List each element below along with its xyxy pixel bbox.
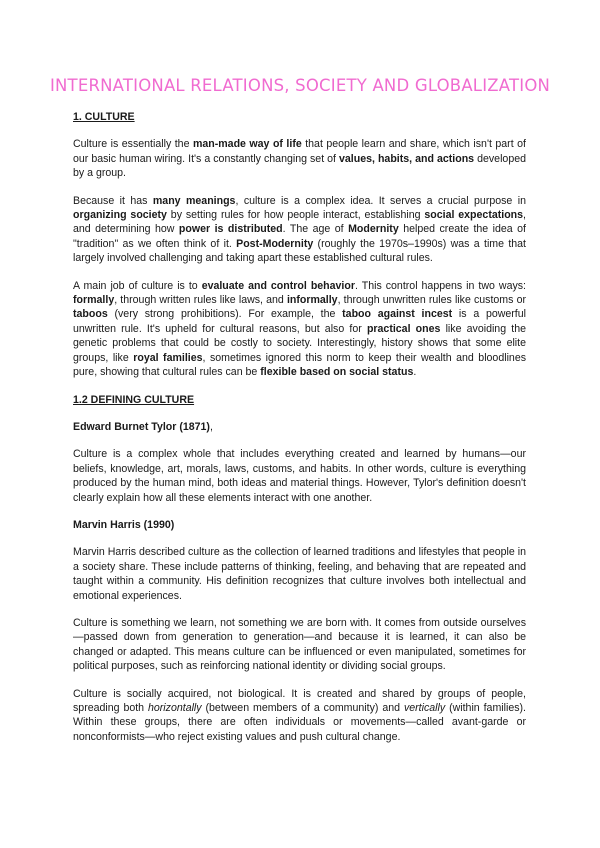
text-run: Marvin Harris described culture as the collection of learned traditions and lifestyles that people in a society share. These include patterns of thinking, feeling, and behaving that are repeated and taught within a community. His definition recognizes that culture involves both intellectual and emotional experiences.: [73, 546, 526, 602]
author-suffix: ,: [209, 420, 213, 433]
paragraph: [73, 687, 526, 745]
text-run: , culture is a complex idea. It serves a crucial purpose in: [235, 194, 526, 207]
bold-text: practical ones: [366, 322, 441, 335]
text-run: is a powerful unwritten rule. It's upheld for cultural reasons, but also for: [73, 308, 526, 335]
paragraph: [73, 616, 526, 674]
bold-text: man-made way of life: [192, 138, 302, 151]
text-run: Culture is essentially the: [73, 138, 193, 151]
text-run: (roughly the 1970s–1990s) was a time that largely involved challenging and taking apart these established cultural rules.: [73, 237, 526, 265]
text-run: (within families). Within these groups, there are often individuals or movements—called avant-garde or nonconformists—who reject existing values and push cultural change.: [73, 702, 526, 743]
text-run: , sometimes ignored this norm to keep their wealth and bloodlines pure, showing that cultural rules can be: [73, 351, 527, 379]
paragraph: [73, 545, 526, 603]
bold-text: organizing society: [73, 209, 167, 222]
text-run: . The age of: [282, 223, 349, 236]
text-run: , and determining how: [73, 209, 526, 236]
author-heading-tylor: [73, 420, 526, 434]
text-run: developed by a group.: [73, 152, 526, 180]
text-run: that people learn and share, which isn't part of our basic human wiring. It's a constantly changing set of: [73, 138, 526, 165]
text-run: , through unwritten rules like customs or: [337, 294, 526, 307]
paragraph: [73, 194, 526, 266]
bold-text: flexible based on social status: [260, 366, 414, 379]
author-heading-harris: Marvin Harris (1990): [73, 518, 175, 531]
text-run: (very strong prohibitions). For example, the: [107, 308, 343, 321]
text-run: (between members of a community) and: [201, 702, 404, 714]
italic-text: vertically: [403, 702, 446, 714]
text-run: A main job of culture is to: [73, 279, 202, 292]
paragraph: [73, 137, 526, 180]
text-run: Because it has: [73, 194, 153, 207]
bold-text: power is distributed: [178, 223, 283, 236]
text-run: Culture is socially acquired, not biological. It is created and shared by groups of people, spreading both: [73, 687, 526, 714]
text-run: helped create the idea of "tradition" as we often think of it.: [73, 223, 526, 250]
text-run: Culture is a complex whole that includes everything created and learned by humans—our beliefs, knowledge, art, morals, laws, customs, and habits. In other words, culture is everything produced by the human mind, both ideas and material things. However, Tylor's definition doesn't clearly explain how all these elements interact with one another.: [73, 448, 526, 504]
bold-text: royal families: [133, 351, 203, 364]
section-heading-culture: 1. CULTURE: [73, 111, 135, 123]
document-body: [73, 110, 526, 757]
section-heading-defining-culture: 1.2 DEFINING CULTURE: [73, 393, 195, 406]
author-name: Edward Burnet Tylor (1871): [73, 420, 210, 433]
text-run: .: [413, 366, 417, 379]
bold-text: evaluate and control behavior: [201, 279, 355, 292]
bold-text: formally: [73, 294, 115, 307]
italic-text: horizontally: [148, 702, 202, 714]
bold-text: values, habits, and actions: [339, 152, 475, 165]
paragraph: [73, 447, 526, 505]
bold-text: taboos: [73, 308, 108, 321]
text-run: , through written rules like laws, and: [114, 294, 287, 307]
page-title: INTERNATIONAL RELATIONS, SOCIETY AND GLOBALIZATION: [49, 76, 551, 95]
text-run: . This control happens in two ways:: [354, 279, 526, 292]
bold-text: social expectations: [424, 209, 524, 222]
bold-text: Modernity: [348, 223, 399, 236]
paragraph: [73, 279, 526, 380]
bold-text: informally: [286, 294, 338, 307]
bold-text: Post-Modernity: [236, 237, 314, 250]
text-run: like avoiding the genetic problems that could be costly to society. Interestingly, history shows that some elite groups, like: [73, 322, 526, 364]
text-run: Culture is something we learn, not something we are born with. It comes from outside ourselves—passed down from generation to generation—and because it is learned, it can also be changed or adapted. This means culture can be influenced or even manipulated, sometimes for political purposes, such as reinforcing national identity or dividing social groups.: [73, 616, 526, 673]
bold-text: many meanings: [152, 194, 236, 207]
bold-text: taboo against incest: [342, 308, 453, 321]
text-run: by setting rules for how people interact, establishing: [166, 209, 425, 222]
